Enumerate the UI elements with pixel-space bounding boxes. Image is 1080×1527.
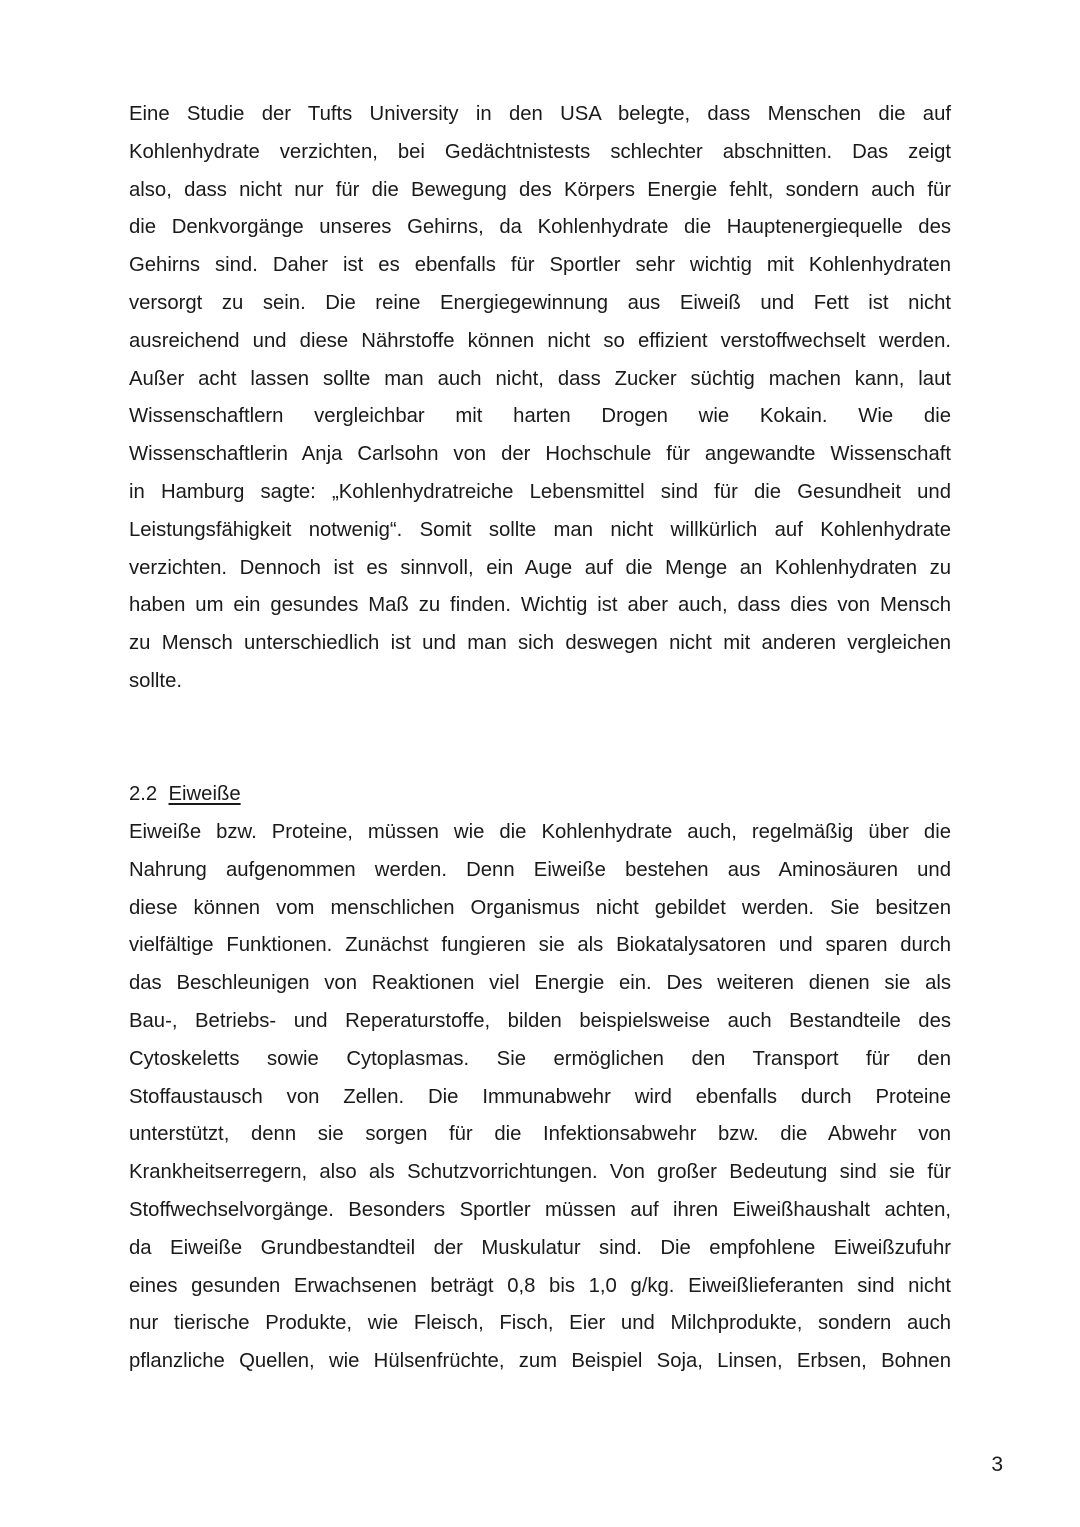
text-line: Krankheitserregern, also als Schutzvorrichtungen. Von großer Bedeutung sind sie für: [129, 1161, 951, 1184]
text-line: Stoffaustausch von Zellen. Die Immunabwehr wird ebenfalls durch Proteine: [129, 1085, 951, 1108]
text-line: verzichten. Dennoch ist es sinnvoll, ein Auge auf die Menge an Kohlenhydraten zu: [129, 556, 951, 579]
text-line: Eiweiße bzw. Proteine, müssen wie die Kohlenhydrate auch, regelmäßig über die: [129, 821, 951, 843]
text-line: Gehirns sind. Daher ist es ebenfalls für Sportler sehr wichtig mit Kohlenhydraten: [129, 254, 951, 277]
text-line: also, dass nicht nur für die Bewegung des Körpers Energie fehlt, sondern auch für: [129, 178, 951, 201]
text-line: eines gesunden Erwachsenen beträgt 0,8 bis 1,0 g/kg. Eiweißlieferanten sind nicht: [129, 1274, 951, 1297]
text-line: das Beschleunigen von Reaktionen viel Energie ein. Des weiteren dienen sie als: [129, 972, 951, 995]
section-heading: [129, 776, 241, 814]
text-line: diese können vom menschlichen Organismus nicht gebildet werden. Sie besitzen: [129, 896, 951, 919]
section-title: Eiweiße: [168, 783, 241, 805]
paragraph-carbohydrates: [129, 96, 951, 701]
text-line: nur tierische Produkte, wie Fleisch, Fisch, Eier und Milchprodukte, sondern auch: [129, 1312, 951, 1335]
text-line: da Eiweiße Grundbestandteil der Muskulatur sind. Die empfohlene Eiweißzufuhr: [129, 1236, 951, 1259]
text-line: sollte.: [129, 669, 182, 692]
text-line: Wissenschaftlerin Anja Carlsohn von der Hochschule für angewandte Wissenschaft: [129, 443, 951, 466]
section-number: 2.2: [129, 783, 158, 805]
text-line: haben um ein gesundes Maß zu finden. Wichtig ist aber auch, dass dies von Mensch: [129, 594, 951, 617]
text-line: Eine Studie der Tufts University in den USA belegte, dass Menschen die auf: [129, 103, 951, 125]
text-line: die Denkvorgänge unseres Gehirns, da Kohlenhydrate die Hauptenergiequelle des: [129, 216, 951, 239]
text-line: Kohlenhydrate verzichten, bei Gedächtnistests schlechter abschnitten. Das zeigt: [129, 140, 951, 163]
text-line: zu Mensch unterschiedlich ist und man sich deswegen nicht mit anderen vergleichen: [129, 632, 951, 655]
text-line: versorgt zu sein. Die reine Energiegewinnung aus Eiweiß und Fett ist nicht: [129, 291, 951, 314]
text-line: unterstützt, denn sie sorgen für die Infektionsabwehr bzw. die Abwehr von: [129, 1123, 951, 1146]
text-line: in Hamburg sagte: „Kohlenhydratreiche Lebensmittel sind für die Gesundheit und: [129, 480, 951, 503]
text-line: ausreichend und diese Nährstoffe können nicht so effizient verstoffwechselt werden.: [129, 329, 951, 352]
text-line: Cytoskeletts sowie Cytoplasmas. Sie ermöglichen den Transport für den: [129, 1047, 951, 1070]
text-line: Bau-, Betriebs- und Reperaturstoffe, bilden beispielsweise auch Bestandteile des: [129, 1009, 951, 1032]
text-line: pflanzliche Quellen, wie Hülsenfrüchte, zum Beispiel Soja, Linsen, Erbsen, Bohnen: [129, 1350, 951, 1373]
paragraph-proteins: [129, 814, 951, 1381]
text-line: Leistungsfähigkeit notwenig“. Somit sollte man nicht willkürlich auf Kohlenhydrate: [129, 518, 951, 541]
text-line: Außer acht lassen sollte man auch nicht, dass Zucker süchtig machen kann, laut: [129, 367, 951, 390]
text-line: Nahrung aufgenommen werden. Denn Eiweiße bestehen aus Aminosäuren und: [129, 858, 951, 881]
text-line: Wissenschaftlern vergleichbar mit harten Drogen wie Kokain. Wie die: [129, 405, 951, 428]
text-line: Stoffwechselvorgänge. Besonders Sportler müssen auf ihren Eiweißhaushalt achten,: [129, 1198, 951, 1221]
page-number: 3: [991, 1453, 1003, 1476]
text-line: vielfältige Funktionen. Zunächst fungieren sie als Biokatalysatoren und sparen durch: [129, 934, 951, 957]
